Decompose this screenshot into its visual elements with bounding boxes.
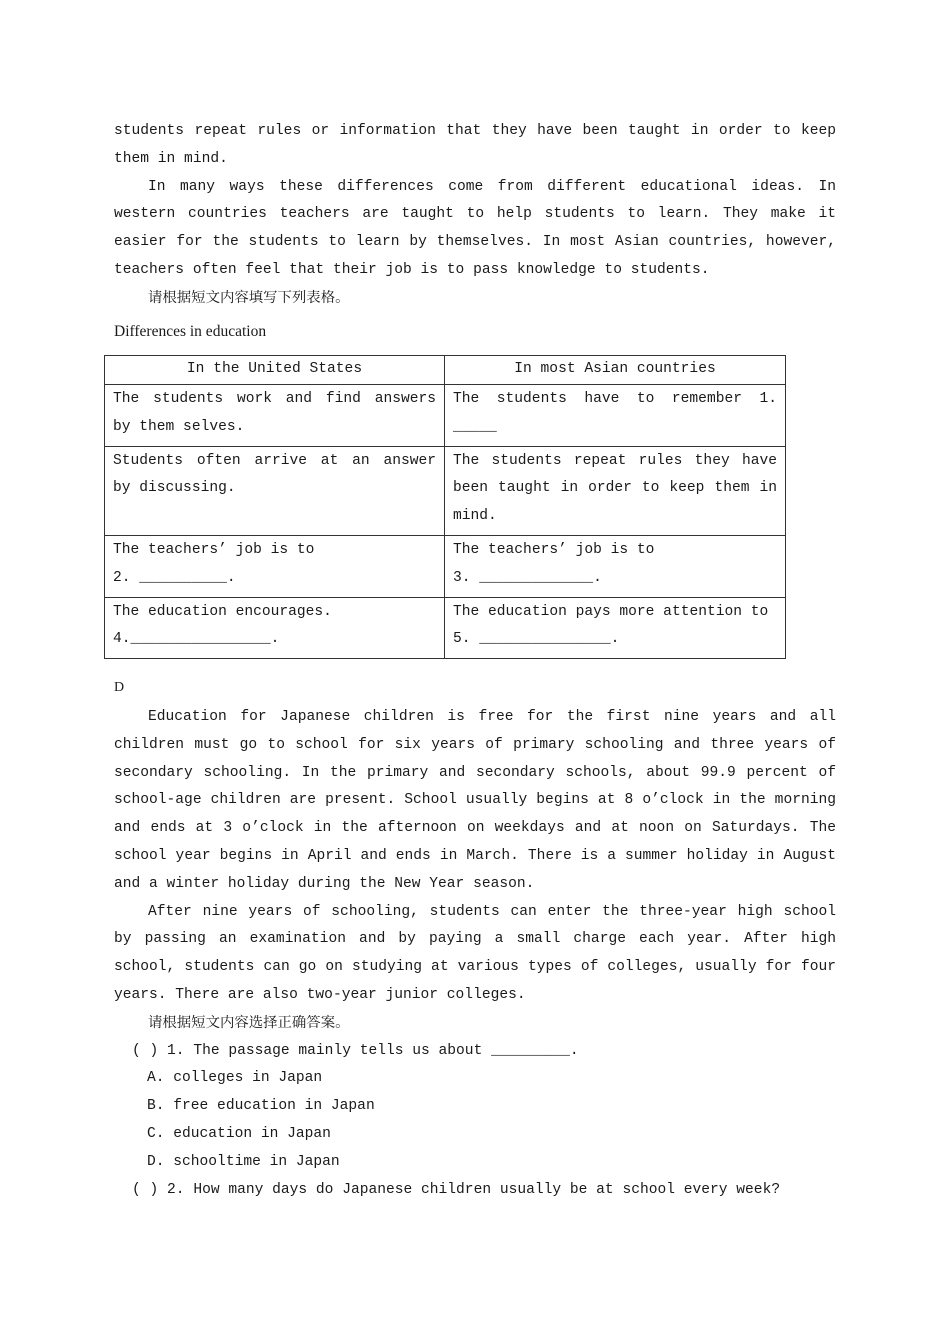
option-c: C. education in Japan	[147, 1125, 331, 1142]
table-cell: The education pays more attention to 5. _______________.	[445, 597, 786, 659]
option-a: A. colleges in Japan	[147, 1070, 323, 1087]
table-row	[105, 446, 786, 535]
section-label: D	[114, 680, 125, 695]
table-row	[105, 535, 786, 597]
passage-c	[114, 118, 836, 353]
passage-d-paragraph-1: Education for Japanese children is free for the first nine years and all children must go to school for six years of primary schooling and three years of secondary schooling. In the primary and secondary schools, about 99.9 percent of school-age children are present. School usually begins at 8 o’clock in the morning and ends at 3 o’clock in the afternoon on weekdays and at noon on Saturdays. The school year begins in April and ends in March. There is a summer holiday in August and a winter holiday during the New Year season.	[114, 709, 836, 892]
table-cell: The education encourages. 4.________________.	[105, 597, 445, 659]
question-text: 1. The passage mainly tells us about _________.	[167, 1042, 579, 1059]
table-title: Differences in education	[114, 322, 267, 340]
table-header-row	[105, 356, 786, 385]
table-cell: The students work and find answers by them selves.	[105, 385, 445, 447]
table-header-us: In the United States	[105, 356, 445, 385]
table-instruction: 请根据短文内容填写下列表格。	[148, 289, 350, 306]
question-text: 2. How many days do Japanese children usually be at school every week?	[167, 1181, 781, 1198]
passage-d	[114, 676, 836, 1204]
passage-d-paragraph-2: After nine years of schooling, students can enter the three-year high school by passing an examination and by paying a small charge each year. After high school, students can go on studying at various types of colleges, usually for four years. There are also two-year junior colleges.	[114, 903, 836, 1003]
answer-blank[interactable]: ( )	[132, 1042, 159, 1059]
table-cell: The students repeat rules they have been taught in order to keep them in mind.	[445, 446, 786, 535]
answer-blank[interactable]: ( )	[132, 1181, 159, 1198]
option-d: D. schooltime in Japan	[147, 1153, 340, 1170]
question-1	[114, 1038, 836, 1066]
table-row	[105, 385, 786, 447]
question-2	[114, 1177, 836, 1205]
differences-table	[104, 355, 786, 659]
table-header-asia: In most Asian countries	[445, 356, 786, 385]
question-instruction: 请根据短文内容选择正确答案。	[148, 1014, 350, 1031]
table-cell: The teachers’ job is to 3. _____________.	[445, 535, 786, 597]
passage-c-paragraph-0: students repeat rules or information that they have been taught in order to keep them in mind.	[114, 123, 836, 167]
option-b: B. free education in Japan	[147, 1098, 375, 1115]
table-cell: Students often arrive at an answer by discussing.	[105, 446, 445, 535]
table-cell: The students have to remember 1. _____	[445, 385, 786, 447]
passage-c-paragraph-1: In many ways these differences come from different educational ideas. In western countries teachers are taught to help students to learn. They make it easier for the students to learn by themselves. In most Asian countries, however, teachers often feel that their job is to pass knowledge to students.	[114, 178, 836, 278]
table-row	[105, 597, 786, 659]
table-cell: The teachers’ job is to 2. __________.	[105, 535, 445, 597]
